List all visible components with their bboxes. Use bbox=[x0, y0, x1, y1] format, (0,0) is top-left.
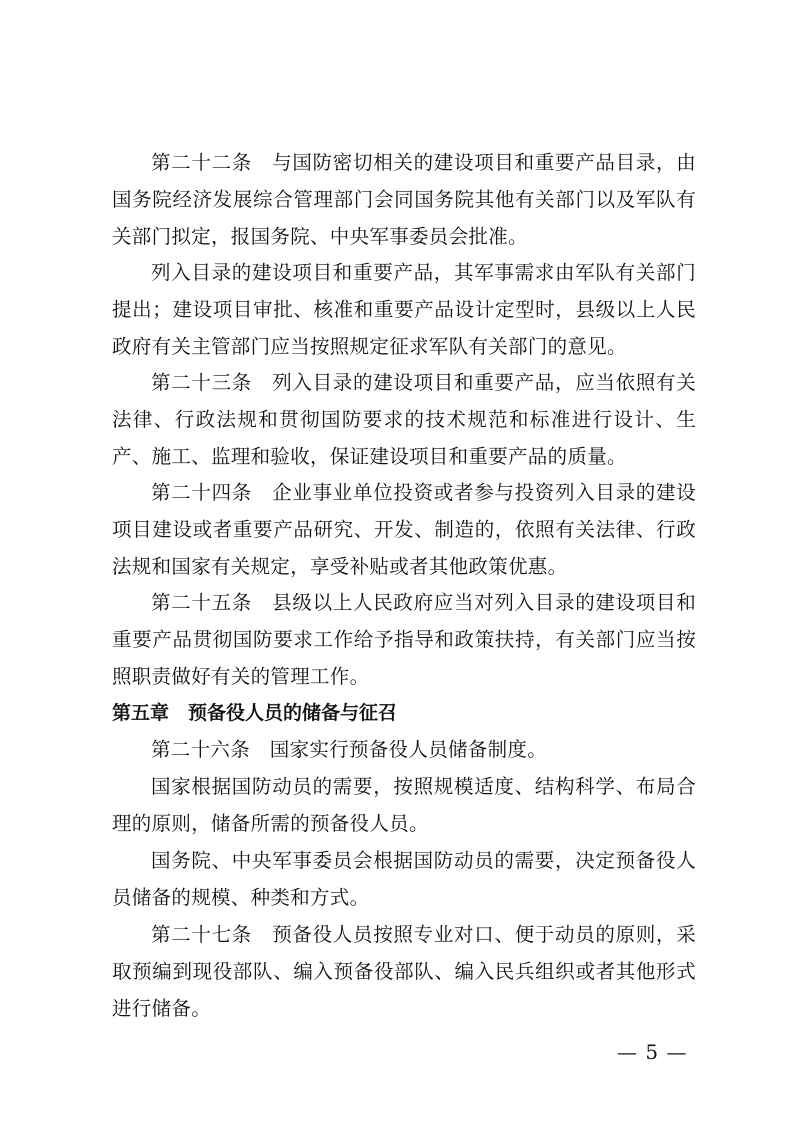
page-number: — 5 — bbox=[617, 1040, 688, 1064]
article-26-paragraph: 第二十六条 国家实行预备役人员储备制度。 bbox=[151, 738, 548, 761]
article-27-paragraph: 第二十七条 预备役人员按照专业对口、便于动员的原则，采取预编到现役部队、编入预备役部队、编入民兵组织或者其他形式进行储备。 bbox=[112, 923, 696, 1020]
article-22-second-paragraph: 列入目录的建设项目和重要产品，其军事需求由军队有关部门提出；建设项目审批、核准和重要产品设计定型时，县级以上人民政府有关主管部门应当按照规定征求军队有关部门的意见。 bbox=[112, 261, 696, 358]
chapter-five-heading: 第五章 预备役人员的储备与征召 bbox=[112, 702, 398, 724]
article-22-paragraph: 第二十二条 与国防密切相关的建设项目和重要产品目录，由国务院经济发展综合管理部门会同国务院其他有关部门以及军队有关部门拟定，报国务院、中央军事委员会批准。 bbox=[112, 151, 696, 248]
reserve-principle-paragraph: 国家根据国防动员的需要，按照规模适度、结构科学、布局合理的原则，储备所需的预备役人员。 bbox=[112, 775, 696, 835]
reserve-scale-paragraph: 国务院、中央军事委员会根据国防动员的需要，决定预备役人员储备的规模、种类和方式。 bbox=[112, 849, 696, 909]
article-25-paragraph: 第二十五条 县级以上人民政府应当对列入目录的建设项目和重要产品贯彻国防要求工作给予指导和政策扶持，有关部门应当按照职责做好有关的管理工作。 bbox=[112, 591, 696, 688]
article-23-paragraph: 第二十三条 列入目录的建设项目和重要产品，应当依照有关法律、行政法规和贯彻国防要求的技术规范和标准进行设计、生产、施工、监理和验收，保证建设项目和重要产品的质量。 bbox=[112, 371, 696, 468]
article-24-paragraph: 第二十四条 企业事业单位投资或者参与投资列入目录的建设项目建设或者重要产品研究、开发、制造的，依照有关法律、行政法规和国家有关规定，享受补贴或者其他政策优惠。 bbox=[112, 481, 696, 578]
